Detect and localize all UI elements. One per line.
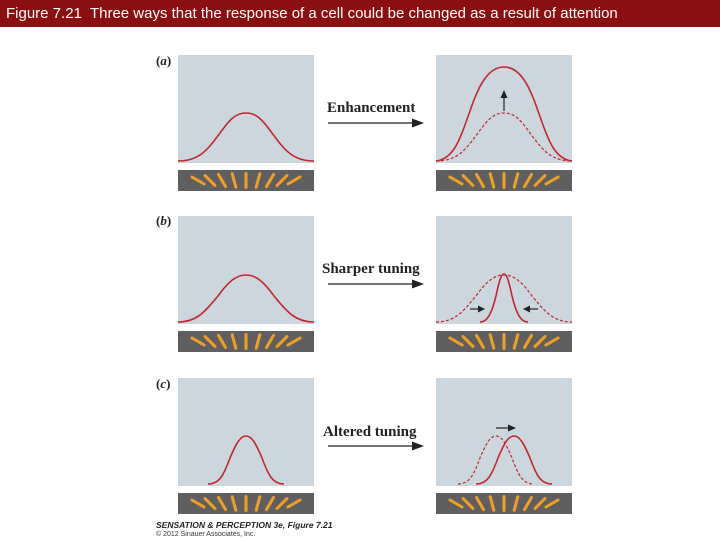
- orientation-bar: [267, 497, 274, 509]
- orientation-bar: [477, 497, 484, 509]
- tuning-curve-enhanced: [436, 67, 572, 161]
- orientation-bar: [463, 176, 473, 186]
- transform-arrow-b: [328, 279, 424, 289]
- tuning-curve-original: [436, 113, 572, 161]
- orientation-strip-c-after: [436, 493, 572, 514]
- orientation-strip-a-before: [178, 170, 314, 191]
- orientation-bar: [477, 335, 484, 347]
- orientation-bar: [192, 500, 204, 507]
- orientation-bar: [232, 497, 236, 511]
- panel-label-b: (b): [156, 213, 172, 228]
- tuning-curve: [208, 436, 284, 484]
- panel-label-c: (c): [156, 376, 171, 391]
- orientation-bar: [267, 174, 274, 186]
- plot-b-after: [436, 216, 572, 324]
- tuning-curve: [178, 275, 314, 322]
- plot-c-before: [178, 378, 314, 486]
- orientation-bar: [192, 177, 204, 184]
- orientation-bar: [535, 337, 545, 347]
- orientation-bar: [514, 174, 518, 188]
- orientation-bar: [267, 335, 274, 347]
- copyright-notice: © 2012 Sinauer Associates, Inc.: [156, 531, 256, 538]
- altered-tuning-label: Altered tuning: [323, 424, 417, 440]
- sharper-tuning-label: Sharper tuning: [322, 261, 420, 277]
- orientation-bar: [277, 337, 287, 347]
- orientation-bar: [514, 335, 518, 349]
- orientation-bar: [277, 176, 287, 186]
- transform-arrow-a: [328, 118, 424, 128]
- orientation-bar: [232, 335, 236, 349]
- orientation-bar: [288, 338, 300, 345]
- panel-label-a: (a): [156, 53, 172, 68]
- orientation-bar: [535, 499, 545, 509]
- orientation-strip-a-after: [436, 170, 572, 191]
- orientation-bar: [450, 338, 462, 345]
- orientation-bar: [525, 497, 532, 509]
- plot-b-before: [178, 216, 314, 324]
- orientation-bar: [546, 177, 558, 184]
- orientation-bar: [219, 335, 226, 347]
- orientation-bar: [288, 177, 300, 184]
- orientation-bar: [205, 499, 215, 509]
- plot-a-after: [436, 55, 572, 163]
- orientation-bar: [277, 499, 287, 509]
- orientation-bar: [192, 338, 204, 345]
- orientation-strip-b-before: [178, 331, 314, 352]
- figure-credit: SENSATION & PERCEPTION 3e, Figure 7.21: [156, 520, 333, 530]
- orientation-strip-b-after: [436, 331, 572, 352]
- orientation-bar: [535, 176, 545, 186]
- orientation-bar: [205, 337, 215, 347]
- orientation-bar: [205, 176, 215, 186]
- orientation-bar: [490, 335, 494, 349]
- orientation-bar: [490, 174, 494, 188]
- orientation-bar: [525, 335, 532, 347]
- orientation-bar: [219, 174, 226, 186]
- tuning-curve: [178, 113, 314, 161]
- orientation-bar: [490, 497, 494, 511]
- enhancement-label: Enhancement: [327, 100, 416, 116]
- orientation-bar: [256, 497, 260, 511]
- orientation-bar: [546, 338, 558, 345]
- transform-arrow-c: [328, 441, 424, 451]
- orientation-bar: [477, 174, 484, 186]
- orientation-bar: [463, 337, 473, 347]
- tuning-curve-sharpened: [480, 274, 528, 322]
- orientation-bar: [525, 174, 532, 186]
- tuning-curve-original: [436, 275, 572, 322]
- orientation-bar: [288, 500, 300, 507]
- figure-title: Figure 7.21 Three ways that the response of a cell could be changed as a result of attention: [0, 0, 720, 27]
- orientation-strip-c-before: [178, 493, 314, 514]
- plot-a-before: [178, 55, 314, 163]
- orientation-bar: [450, 177, 462, 184]
- orientation-bar: [514, 497, 518, 511]
- orientation-bar: [546, 500, 558, 507]
- plot-c-after: [436, 378, 572, 486]
- orientation-bar: [256, 335, 260, 349]
- orientation-bar: [450, 500, 462, 507]
- orientation-bar: [232, 174, 236, 188]
- orientation-bar: [463, 499, 473, 509]
- orientation-bar: [256, 174, 260, 188]
- orientation-bar: [219, 497, 226, 509]
